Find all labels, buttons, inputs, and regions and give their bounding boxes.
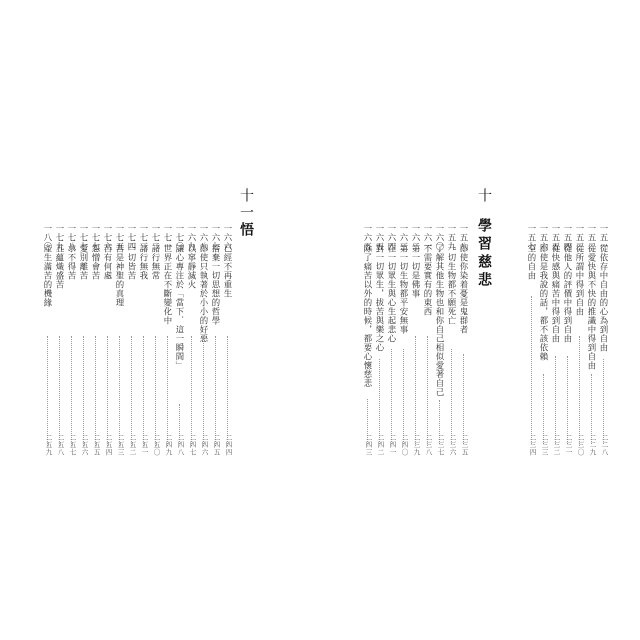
toc-entry[interactable]: 一七八 求不得苦 二五七 (67, 224, 77, 456)
toc-entry[interactable]: 一六七 捨棄一切思想的哲學 二四五 (211, 224, 221, 456)
toc-entry[interactable]: 一七六 苦有何處 二五四 (103, 224, 113, 456)
toc-entry[interactable]: 一五四 從他人的評價中得到自由 二三一 (563, 224, 573, 456)
toc-entry[interactable]: 一五一 從依存中自由的心為到自由 二二八 (599, 224, 609, 456)
toc-entry[interactable]: 一六五 除了痛苦以外的時候，都要心懷慈悲 二四三 (363, 224, 373, 456)
toc-entry[interactable]: 一六〇 了解其他生物也和你自己相似愛著自己 二三七 (435, 224, 445, 456)
toc-entry[interactable]: 一五三 從所謂中得到自由 二三〇 (575, 224, 585, 456)
chapter-title: 學習慈悲 (476, 218, 492, 290)
toc-entry[interactable]: 一七七 愛別離苦 二五六 (79, 224, 89, 456)
toc-entry[interactable]: 一六一 不需要實有的東西 二三八 (423, 224, 433, 456)
chapter-number: 十一 (238, 188, 254, 222)
toc-entry[interactable]: 一六五 對一切眾生，拔苦與樂之心 二四二 (375, 224, 385, 456)
chapter-title: 悟 (238, 222, 254, 240)
toc-entry[interactable]: 一六九 以寧靜滅火 二四七 (187, 224, 197, 456)
right-page (320, 0, 640, 640)
toc-entry[interactable]: 一七二 諸行無常 二五〇 (151, 224, 161, 456)
toc-entry[interactable]: 一七九 五蘊熾盛苦 二五八 (55, 224, 65, 456)
chapter-number: 十 (476, 188, 492, 205)
toc-entry[interactable]: 一五五 從快感與痛苦中得到自由 二三二 (551, 224, 561, 456)
toc-entry[interactable]: 一六四 在一切眾生與心生起悲心 二四一 (387, 224, 397, 456)
toc-entry[interactable]: 一五七 空的自由 二三四 (527, 224, 537, 456)
toc-entry[interactable]: 一八〇 產生滿苦的機緣 二五九 (43, 224, 53, 456)
toc-entry[interactable]: 一七三 諸行無我 二五一 (139, 224, 149, 456)
toc-entry[interactable]: 一五六 即使是我說的話，都不該依賴 二三三 (539, 224, 549, 456)
toc-entry[interactable]: 一五九 一切生物都不願死亡 二三六 (447, 224, 457, 456)
toc-entry[interactable]: 一五八 即使你染着憂是鬼群者 二三五 (459, 224, 469, 456)
toc-entry[interactable]: 一六八 即使只執著於小小的好惡 二四六 (199, 224, 209, 456)
toc-entry[interactable]: 一六二 第一切是佛事 二三九 (411, 224, 421, 456)
toc-entry[interactable]: 一六六 已經不再重生 二四四 (223, 224, 233, 456)
toc-entry[interactable]: 一七〇 讓心專注於「當下．這一瞬間」 二四八 (175, 224, 185, 456)
toc-entry[interactable]: 一六三 第一切生物都平安無事 二四〇 (399, 224, 409, 456)
toc-entry[interactable]: 一五二 從愛快與不快的推識中得到自由 二二九 (587, 224, 597, 456)
toc-entry[interactable]: 一七一 世界正在不斷變化中 二四九 (163, 224, 173, 456)
toc-entry[interactable]: 一七四 一切皆苦 二五二 (127, 224, 137, 456)
toc-entry[interactable]: 一七五 苦是神聖的真理 二五三 (115, 224, 125, 456)
toc-entry[interactable]: 一七七 怨憎會苦 二五五 (91, 224, 101, 456)
